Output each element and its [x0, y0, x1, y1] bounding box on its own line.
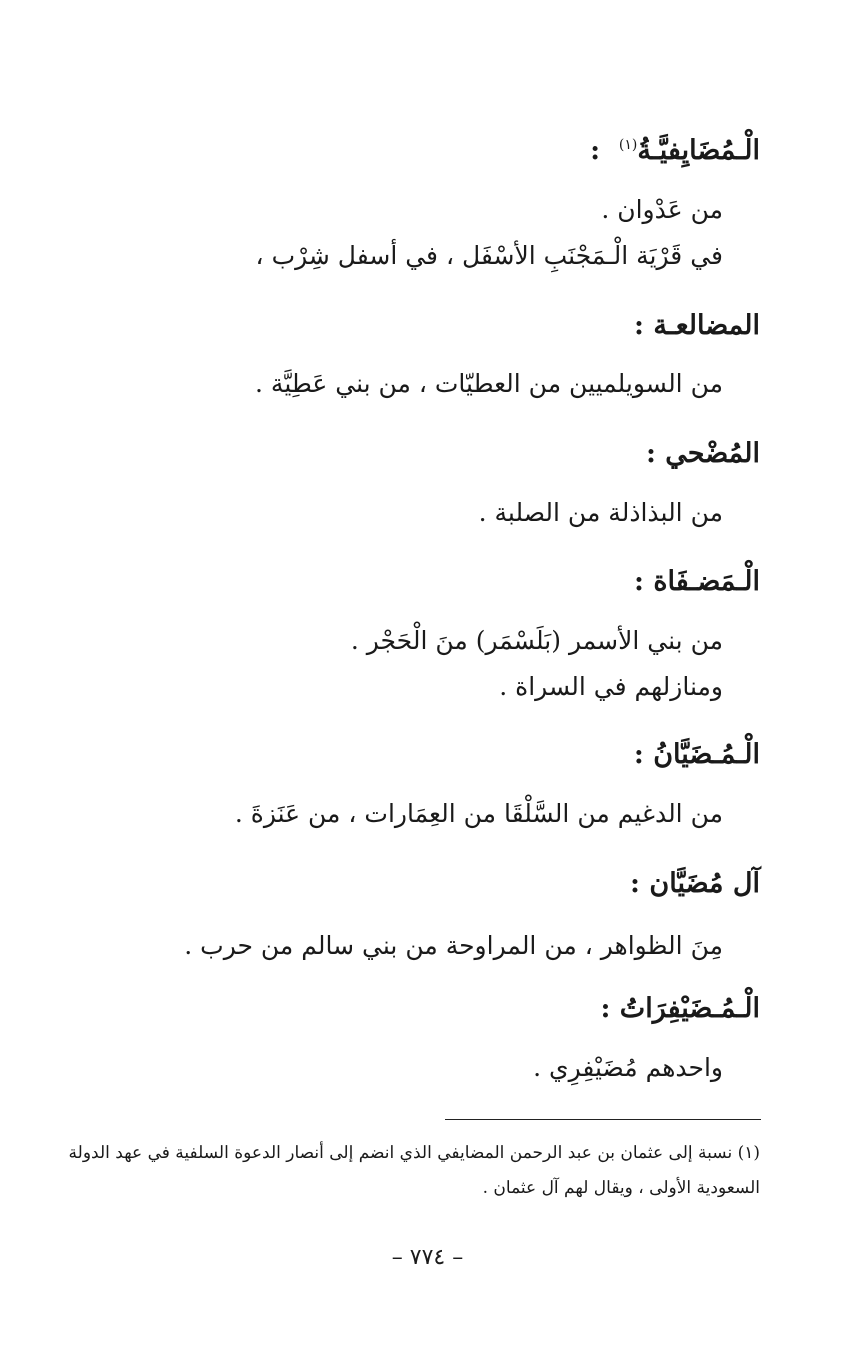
entry-heading-madfat: الْـمَضـفَاة :	[634, 566, 760, 597]
entry-line: من البذاذلة من الصلبة .	[478, 498, 723, 527]
entry-heading-mudayyan: الْـمُـضَيَّانُ :	[633, 739, 760, 770]
entry-line: من الدغيم من السَّلْقَا من العِمَارات ، من عَنَزةَ .	[234, 799, 723, 828]
entry-line: في قَرْيَة الْـمَجْنَبِ الأسْفَل ، في أسفل شِرْب ،	[255, 241, 723, 270]
footnote-separator	[445, 1119, 761, 1120]
entry-line: واحدهم مُضَيْفِرِي .	[533, 1053, 723, 1082]
entry-line: من عَدْوان .	[601, 195, 723, 224]
entry-line: من بني الأسمر (بَلَسْمَر) منَ الْحَجْر .	[350, 626, 723, 655]
entry-heading-mudhi: المُضْحي :	[645, 438, 760, 469]
entry-heading-text: الْـمُضَايِفيَّـةُ	[637, 135, 760, 166]
entry-line: من السويلميين من العطيّات ، من بني عَطِيَّة .	[255, 369, 723, 398]
page-number: – ٧٧٤ –	[391, 1245, 464, 1270]
entry-line: مِنَ الظواهر ، من المراوحة من بني سالم من حرب .	[184, 931, 723, 960]
heading-colon: :	[590, 135, 601, 166]
entry-heading-al-mudayyan: آل مُضَيَّان :	[630, 868, 760, 899]
footnote-reference: (١)	[618, 137, 638, 153]
footnote-line: السعودية الأولى ، ويقال لهم آل عثمان .	[482, 1178, 760, 1198]
entry-heading-mudayifiyya	[590, 137, 760, 164]
entry-line: ومنازلهم في السراة .	[499, 672, 723, 701]
entry-heading-madali'a: المضالعـة :	[634, 310, 760, 341]
footnote-line: (١) نسبة إلى عثمان بن عبد الرحمن المضايفي الذي انضم إلى أنصار الدعوة السلفية في عهد الدولة	[68, 1143, 760, 1163]
entry-heading-mudayfirat: الْـمُـضَيْفِرَاتُ :	[600, 993, 760, 1024]
